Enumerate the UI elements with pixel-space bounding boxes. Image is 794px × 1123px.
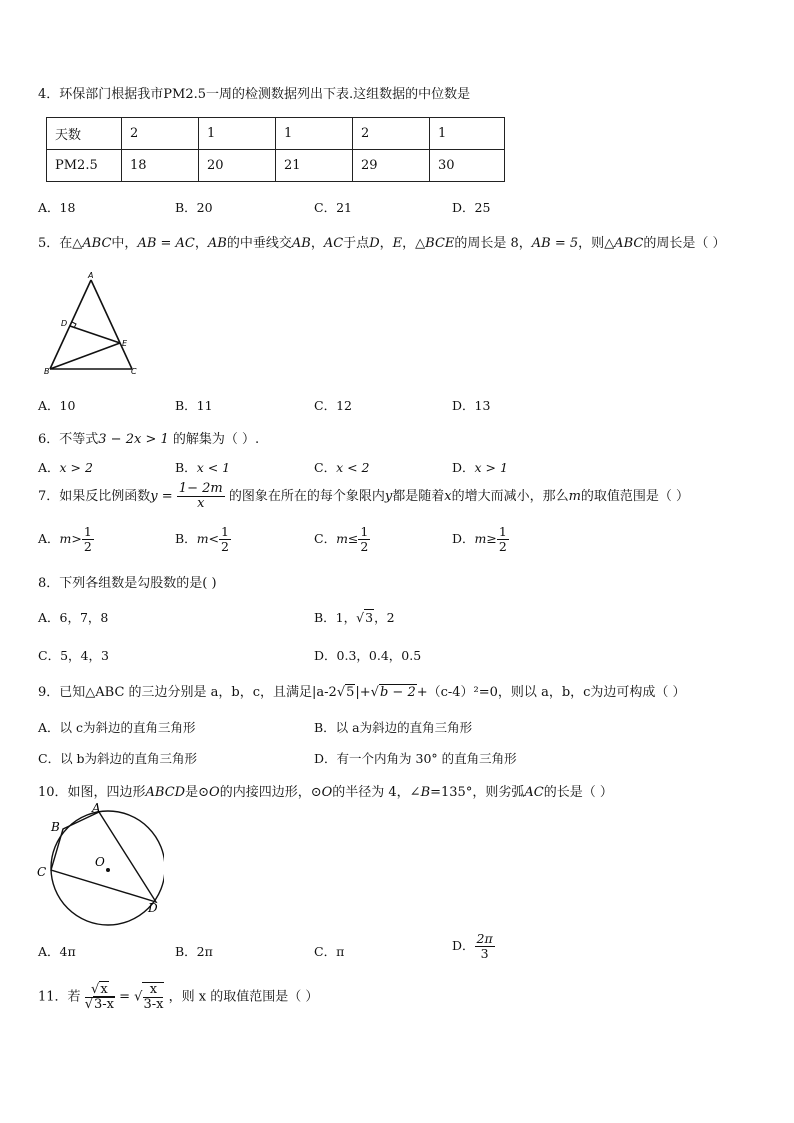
denominator: √3-x	[84, 996, 114, 1012]
table-row	[47, 118, 505, 150]
math-term: △ABC	[72, 236, 112, 251]
stem-text: 的长是（ ）	[543, 785, 613, 800]
math-term: O	[321, 785, 333, 800]
math-term: m>	[59, 531, 82, 546]
table-cell: 1	[430, 118, 505, 150]
math-term: B	[420, 785, 431, 800]
option-a[interactable]	[38, 458, 93, 476]
question-6-stem	[38, 428, 259, 447]
question-11-stem: 11．若 $\frac{√x}{√3-x}$ = √ $\frac{x}{3-x}$ ，则 x 的取值范围是（ ）	[38, 981, 319, 1012]
denominator: 2	[498, 539, 507, 554]
table-cell: 2	[353, 118, 430, 150]
vertex-label-a: A	[88, 271, 94, 280]
math-term: O	[209, 785, 220, 800]
stem-text: 于点	[343, 236, 370, 251]
math-term: m≤	[336, 531, 359, 546]
math-term: AB	[291, 236, 311, 251]
vertex-label-d: D	[148, 901, 158, 915]
stem-text: 都是随着	[392, 489, 445, 504]
option-b[interactable]: B．11	[175, 398, 213, 413]
math-term: D	[369, 236, 380, 251]
option-letter: D．	[452, 531, 475, 546]
vertex-label-b: B	[44, 367, 50, 376]
table-cell: 29	[353, 150, 430, 182]
numerator: 1− 2m	[178, 481, 223, 496]
stem-text: ，	[310, 236, 324, 251]
numerator: 1	[360, 524, 369, 539]
option-b[interactable]: B．以 a为斜边的直角三角形	[314, 720, 473, 735]
table-cell: PM2.5	[47, 150, 122, 182]
option-b[interactable]: B．20	[175, 200, 213, 215]
stem-text: 的中垂线交	[226, 236, 292, 251]
option-a[interactable]: A．18	[38, 200, 76, 215]
stem-text: 的内接四边形，⊙	[219, 785, 322, 800]
numerator: 2π	[476, 931, 493, 946]
vertex-label-b: B	[51, 820, 60, 834]
stem-text: =135°，则劣弧	[430, 785, 525, 800]
stem-text: 10．如图，四边形	[38, 785, 146, 800]
option-c[interactable]: C．12	[314, 398, 352, 413]
option-letter: A．	[38, 460, 60, 475]
math-term: x > 2	[59, 460, 93, 475]
stem-text: 11．若	[38, 989, 81, 1005]
option-d[interactable]	[452, 525, 509, 554]
option-a[interactable]: A．4π	[38, 944, 76, 959]
stem-text: ，	[194, 236, 208, 251]
question-9-stem: 9．已知△ABC 的三边分别是 a，b，c，且满足|a-2√5|+√b − 2+（c-4）²=0，则以 a，b，c为边可构成（ ）	[38, 685, 686, 700]
math-term: △BCE	[415, 236, 455, 251]
vertex-label-c: C	[37, 865, 47, 879]
denominator: 2	[360, 539, 369, 554]
question-7-stem	[38, 482, 689, 511]
stem-text: 9．已知△ABC 的三边分别是 a，b，c，且满足|a-2	[38, 685, 337, 700]
stem-text: ，	[379, 236, 393, 251]
vertex-label-e: E	[122, 339, 128, 348]
fraction	[497, 525, 509, 554]
fraction	[219, 525, 231, 554]
numerator: 1	[83, 524, 92, 539]
option-c[interactable]	[314, 525, 370, 554]
option-a[interactable]: A．6，7，8	[38, 610, 109, 625]
option-d[interactable]: D．有一个内角为 30° 的直角三角形	[314, 751, 517, 766]
option-b[interactable]: B．1，√3，2	[314, 610, 395, 625]
option-letter: D．	[452, 460, 475, 475]
option-c[interactable]	[314, 458, 370, 476]
stem-text: 7．如果反比例函数	[38, 489, 151, 504]
option-letter: C．	[314, 460, 337, 475]
stem-text: 的取值范围是（ ）	[580, 489, 690, 504]
option-d[interactable]: D．0.3，0.4，0.5	[314, 648, 422, 663]
stem-text: 的增大而减小，那么	[451, 489, 569, 504]
table-cell: 2	[122, 118, 199, 150]
math-term: y	[384, 489, 393, 504]
table-cell: 20	[199, 150, 276, 182]
stem-text: 的周长是 8，	[454, 236, 532, 251]
option-d[interactable]: D．25	[452, 200, 491, 215]
pm25-data-table	[46, 117, 505, 182]
table-cell: 18	[122, 150, 199, 182]
option-a[interactable]	[38, 525, 94, 554]
stem-text: 的半径为 4，∠	[332, 785, 421, 800]
triangle-figure	[36, 268, 146, 378]
stem-text: 6．不等式	[38, 432, 99, 447]
math-term: AC	[323, 236, 344, 251]
math-term: 3 − 2x > 1	[98, 432, 169, 447]
question-10-stem	[38, 781, 613, 800]
math-term: AC	[524, 785, 544, 800]
option-c[interactable]: C．以 b为斜边的直角三角形	[38, 751, 198, 766]
math-term: x	[444, 489, 452, 504]
question-4-stem: 4．环保部门根据我市PM2.5一周的检测数据列出下表.这组数据的中位数是	[38, 87, 471, 102]
option-letter: D．	[452, 938, 475, 953]
denominator: x	[197, 496, 205, 511]
math-term: x < 1	[196, 460, 231, 475]
numerator: 1	[221, 524, 229, 539]
stem-text: |+	[355, 685, 371, 700]
stem-text: +（c-4）²=0，则以 a，b，c为边可构成（ ）	[416, 685, 686, 700]
option-text: B．1，	[314, 610, 357, 625]
option-b[interactable]: B．2π	[175, 944, 213, 959]
math-term: m	[568, 489, 581, 504]
math-term: y =	[150, 489, 173, 504]
fraction	[358, 525, 370, 554]
numerator: x	[143, 983, 163, 998]
vertex-label-c: C	[131, 367, 137, 376]
radicand: 5	[346, 685, 355, 700]
math-term: AB = 5	[531, 236, 579, 251]
option-d[interactable]	[452, 932, 495, 961]
table-cell: 1	[276, 118, 353, 150]
radicand: 3-x	[93, 996, 114, 1012]
question-5-stem	[38, 232, 725, 251]
vertex-label-a: A	[92, 802, 101, 815]
table-row	[47, 150, 505, 182]
center-label-o: O	[95, 855, 105, 869]
fraction	[82, 525, 94, 554]
stem-text: 5．在	[38, 236, 73, 251]
stem-text: 的图象在所在的每个象限内	[228, 489, 385, 504]
table-cell: 天数	[47, 118, 122, 150]
circle-figure	[34, 802, 164, 928]
stem-text: ，	[402, 236, 416, 251]
numerator: √x	[85, 983, 115, 998]
stem-text: 是⊙	[185, 785, 210, 800]
math-term: x > 1	[474, 460, 508, 475]
option-c[interactable]: C．21	[314, 200, 352, 215]
stem-text: ，则 x 的取值范围是（ ）	[168, 989, 319, 1005]
fraction	[177, 482, 225, 511]
denominator: 3	[480, 946, 489, 961]
radicand: b − 2	[379, 685, 416, 700]
option-d[interactable]: D．13	[452, 398, 491, 413]
math-term: ABCD	[145, 785, 186, 800]
stem-text: ，则	[578, 236, 605, 251]
fraction	[475, 932, 495, 961]
option-letter: A．	[38, 531, 60, 546]
option-c[interactable]: C．5，4，3	[38, 648, 109, 663]
math-term: m<	[196, 531, 220, 546]
radicand: x	[100, 981, 108, 997]
math-term: m≥	[474, 531, 497, 546]
question-8-stem: 8．下列各组数是勾股数的是( )	[38, 576, 217, 591]
vertex-label-d: D	[61, 319, 68, 328]
math-term: E	[392, 236, 403, 251]
math-term: AB = AC	[137, 236, 195, 251]
option-letter: B．	[175, 460, 197, 475]
stem-text: 中，	[111, 236, 138, 251]
stem-text: 的解集为（ ）.	[172, 432, 260, 447]
option-c[interactable]: C．π	[314, 944, 345, 959]
option-text: ，2	[374, 610, 395, 625]
stem-text: =	[119, 989, 131, 1005]
option-a[interactable]: A．以 c为斜边的直角三角形	[38, 720, 196, 735]
option-letter: C．	[314, 531, 337, 546]
math-term: AB	[207, 236, 227, 251]
math-term: x < 2	[336, 460, 370, 475]
math-term: △ABC	[604, 236, 644, 251]
option-b[interactable]	[175, 458, 230, 476]
denominator: 3-x	[143, 997, 164, 1012]
fraction	[142, 982, 164, 1012]
table-cell: 1	[199, 118, 276, 150]
numerator: 1	[498, 524, 507, 539]
option-a[interactable]: A．10	[38, 398, 76, 413]
fraction	[85, 983, 115, 1012]
denominator: 2	[221, 539, 229, 554]
table-cell: 30	[430, 150, 505, 182]
option-letter: B．	[175, 531, 197, 546]
option-d[interactable]	[452, 458, 508, 476]
denominator: 2	[83, 539, 92, 554]
option-b[interactable]	[175, 525, 231, 554]
table-cell: 21	[276, 150, 353, 182]
stem-text: 的周长是（ ）	[643, 236, 726, 251]
radicand: 3	[365, 610, 374, 625]
